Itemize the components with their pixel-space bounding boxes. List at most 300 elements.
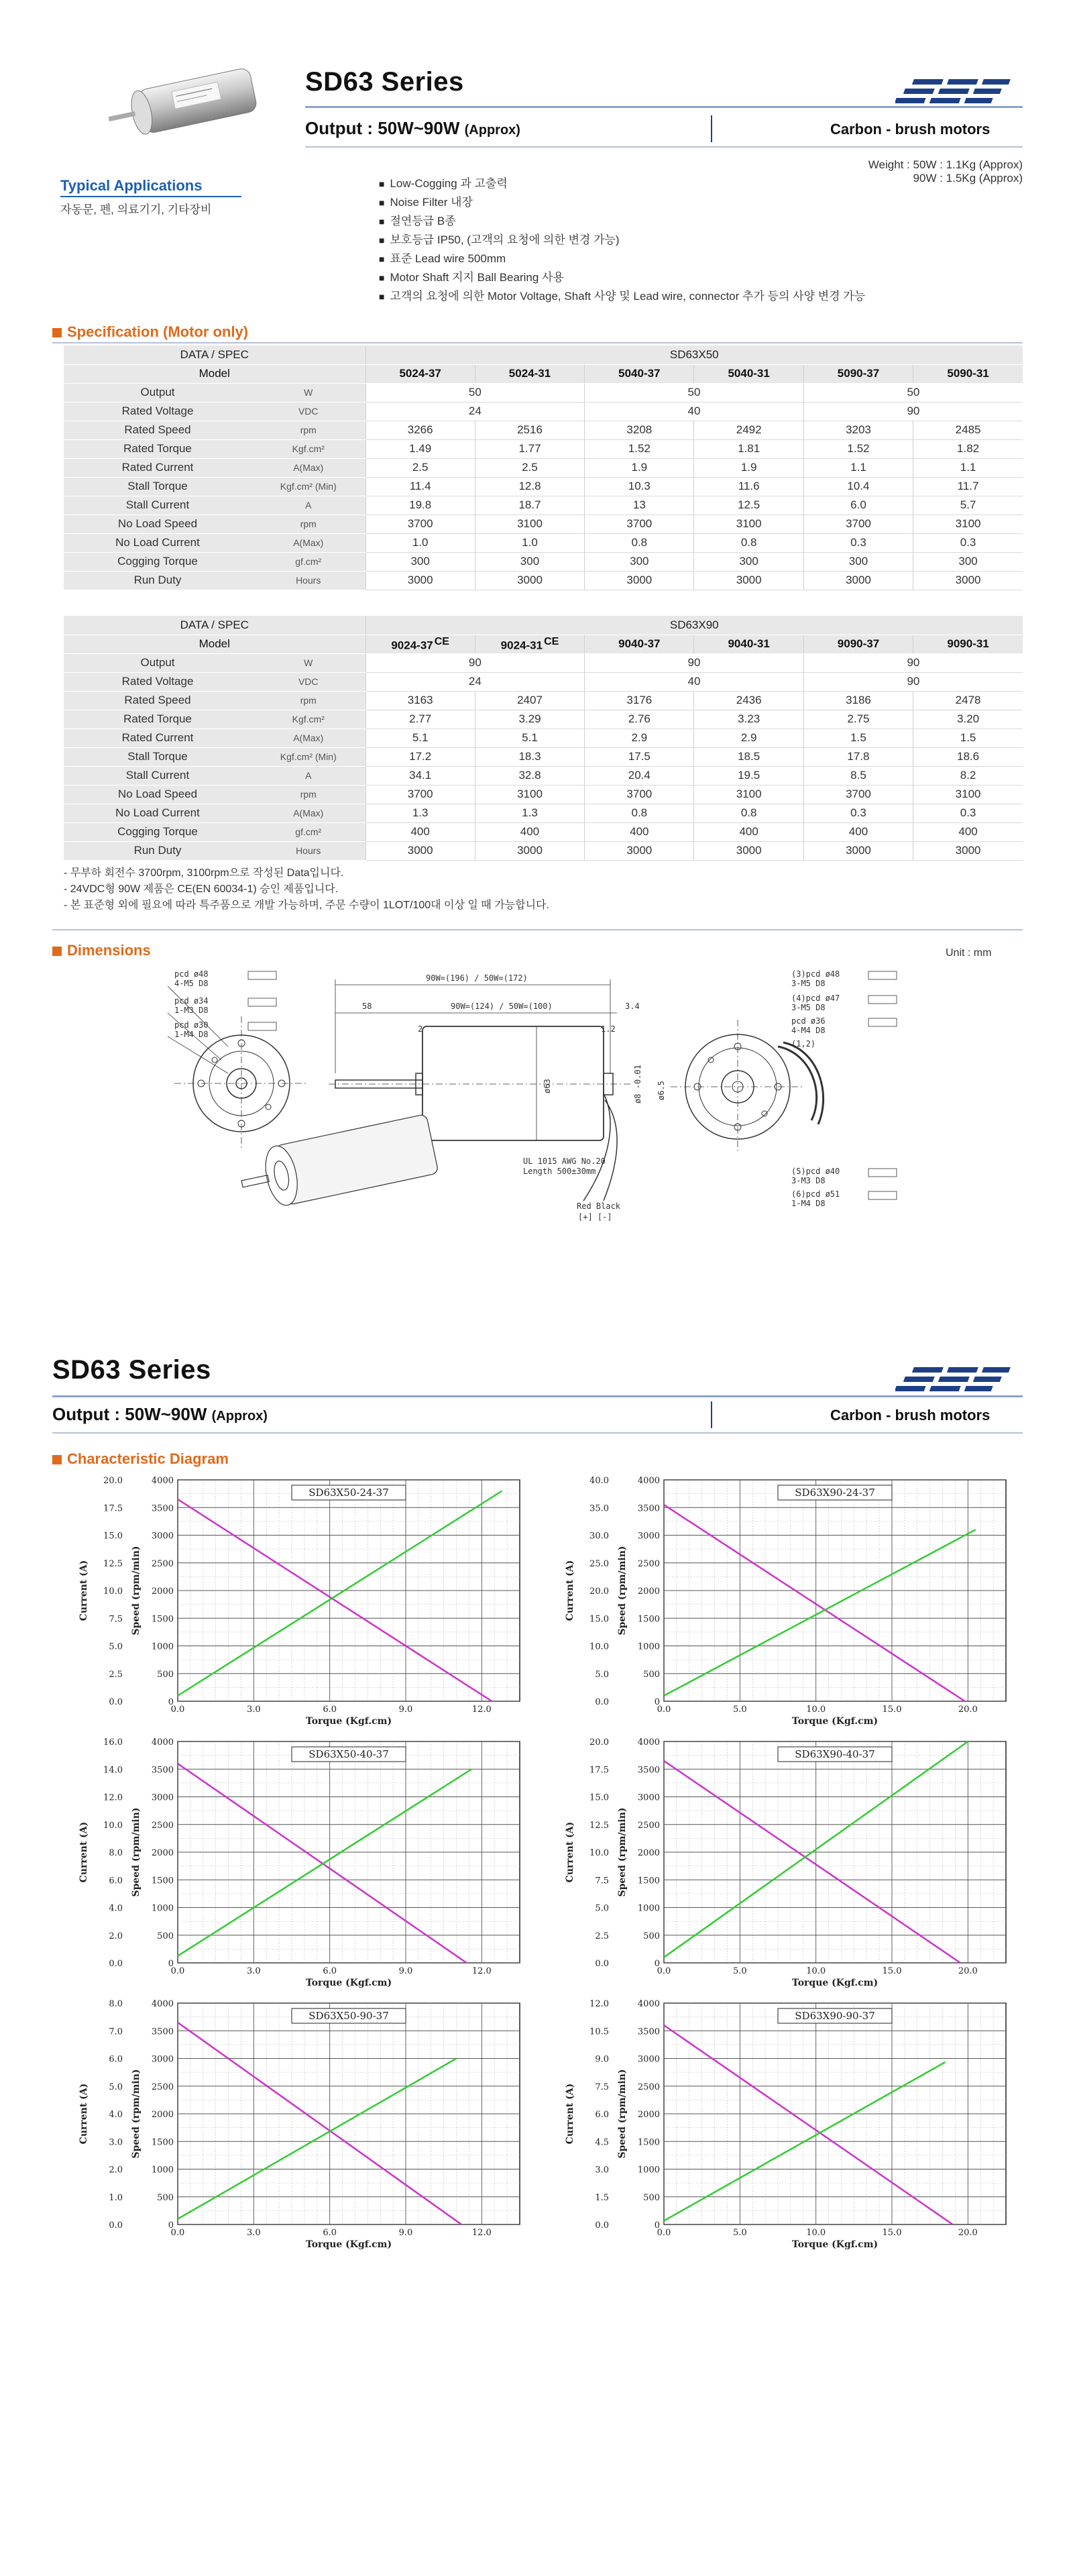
y2-tick-label: 2.0	[109, 1931, 123, 1941]
y-tick-label: 1500	[637, 2137, 660, 2148]
table-cell: 17.5	[585, 747, 694, 766]
table-cell: 3000	[365, 841, 475, 860]
row-unit: A(Max)	[251, 458, 365, 477]
table-cell: 1.9	[694, 458, 803, 477]
y-tick-label: 3500	[151, 1503, 174, 1514]
dim-label: 1-M4 D8	[174, 1030, 209, 1039]
typical-underline	[60, 196, 241, 197]
table-cell: 20.4	[585, 766, 694, 785]
dim-label: 3-M3 D8	[791, 1176, 826, 1185]
typical-applications-text: 자동문, 펜, 의료기기, 기타장비	[60, 203, 212, 216]
table-cell: 300	[913, 552, 1023, 571]
dim-dia-shaft: ø8 -0.01	[633, 1065, 642, 1104]
y-tick-label: 1000	[151, 1903, 174, 1914]
row-unit: A	[251, 766, 365, 785]
y2-tick-label: 12.0	[103, 1792, 123, 1803]
table-cell: 2407	[475, 691, 584, 710]
x-tick-label: 15.0	[882, 1705, 902, 1715]
y2-tick-label: 5.0	[595, 1669, 609, 1680]
y-tick-label: 4000	[151, 1999, 174, 2009]
table-cell: 400	[585, 822, 694, 841]
y-axis-label: Speed (rpm/min)	[131, 1807, 142, 1897]
row-unit: W	[251, 653, 365, 672]
table-cell: 2516	[475, 421, 584, 439]
model-cell: 9090-31	[913, 635, 1023, 653]
y2-tick-label: 35.0	[589, 1503, 609, 1514]
table-cell: 1.77	[475, 439, 584, 458]
y2-tick-label: 0.0	[109, 1697, 123, 1707]
page2-header-rule-bottom	[52, 1432, 1023, 1434]
row-label: No Load Current	[64, 804, 251, 822]
table-row	[64, 691, 1023, 710]
feature-item: ■ Motor Shaft 지지 Ball Bearing 사용	[379, 268, 865, 287]
dim-12: 1.2	[601, 1024, 616, 1034]
y-tick-label: 500	[643, 2192, 660, 2203]
dim-body-length: 90W=(124) / 50W=(100)	[451, 1002, 553, 1011]
model-cell: 5090-37	[803, 364, 913, 383]
table-cell: 300	[803, 552, 913, 571]
dim-label: 3-M5 D8	[791, 1003, 826, 1012]
table-cell: 3163	[365, 691, 475, 710]
model-cell	[475, 635, 584, 653]
x-tick-label: 0.0	[657, 1705, 671, 1715]
table-row	[64, 653, 1023, 672]
y-tick-label: 500	[643, 1669, 660, 1680]
chart-title: SD63X50-90-37	[308, 2010, 389, 2022]
table-cell: 90	[585, 653, 804, 672]
model-label: Model	[64, 364, 365, 383]
y-tick-label: 4000	[151, 1737, 174, 1748]
dim-58: 58	[362, 1002, 372, 1011]
x-tick-label: 3.0	[246, 1966, 261, 1976]
row-unit: VDC	[251, 672, 365, 691]
table-cell: 18.6	[913, 747, 1023, 766]
table-cell: 1.0	[475, 533, 584, 552]
table-cell: 90	[803, 402, 1023, 421]
table-cell: 300	[365, 552, 475, 571]
table-row	[64, 421, 1023, 439]
row-label: Stall Current	[64, 766, 251, 785]
table-cell: 2485	[913, 421, 1023, 439]
dim-label: (4)pcd ø47	[791, 994, 840, 1003]
dim-label: (6)pcd ø51	[791, 1189, 840, 1199]
table-cell: 0.3	[913, 533, 1023, 552]
motor-photo	[101, 66, 188, 133]
table-cell: 2.77	[365, 710, 475, 729]
table-cell: 3700	[803, 785, 913, 804]
y2-tick-label: 20.0	[103, 1476, 123, 1486]
table-cell: 1.1	[913, 458, 1023, 477]
y2-axis-label: Current (A)	[78, 1560, 89, 1621]
y-tick-label: 500	[643, 1931, 660, 1941]
lead-wire-spec: UL 1015 AWG No.20	[523, 1157, 606, 1166]
table-cell: 5.1	[365, 729, 475, 747]
dim-label: 4-M5 D8	[174, 979, 209, 988]
x-tick-label: 0.0	[170, 1705, 185, 1715]
table-cell: 0.3	[803, 533, 913, 552]
chart-title: SD63X50-40-37	[308, 1748, 389, 1760]
table-row	[64, 477, 1023, 496]
table-cell: 0.8	[585, 533, 694, 552]
y-tick-label: 3000	[637, 1531, 660, 1542]
y-tick-label: 2500	[151, 1820, 174, 1831]
weight-50w: Weight : 50W : 1.1Kg (Approx)	[868, 158, 1023, 171]
y-tick-label: 1000	[637, 1642, 660, 1652]
dim-dia-3: ø6.5	[657, 1081, 666, 1100]
y2-tick-label: 7.5	[595, 1876, 609, 1886]
y2-tick-label: 4.0	[109, 1903, 123, 1914]
x-axis-label: Torque (Kgf.cm)	[305, 1716, 392, 1727]
feature-item: ■ 절연등급 B종	[379, 212, 865, 231]
x-tick-label: 12.0	[471, 2228, 492, 2238]
y-tick-label: 2500	[151, 2082, 174, 2092]
table-cell: 400	[803, 822, 913, 841]
notes-rule	[52, 929, 1023, 930]
table-cell: 3700	[365, 515, 475, 533]
page2-motor-type: Carbon - brush motors	[830, 1407, 991, 1424]
y-tick-label: 3000	[151, 1531, 174, 1542]
y2-tick-label: 2.5	[595, 1931, 609, 1941]
model-label: Model	[64, 635, 365, 653]
y-tick-label: 500	[157, 1931, 174, 1941]
table-cell: 3700	[803, 515, 913, 533]
note-line: - 본 표준형 외에 필요에 따라 특주품으로 개발 가능하며, 주문 수량이 1LOT/100대 이상 일 때 가능합니다.	[64, 900, 549, 911]
table-cell: 3000	[694, 841, 803, 860]
y-tick-label: 2000	[151, 2110, 174, 2120]
row-label: Output	[64, 653, 251, 672]
spec-table-sd63x90	[64, 616, 1023, 861]
y-axis-label: Speed (rpm/min)	[617, 2069, 628, 2159]
row-label: Rated Torque	[64, 439, 251, 458]
x-axis-label: Torque (Kgf.cm)	[305, 1978, 392, 1988]
table-row	[64, 496, 1023, 515]
row-label: Rated Voltage	[64, 672, 251, 691]
y2-tick-label: 4.5	[595, 2137, 609, 2148]
table-cell: 5.1	[475, 729, 584, 747]
table-row	[64, 458, 1023, 477]
table-cell: 1.3	[365, 804, 475, 822]
output-rating	[305, 118, 520, 139]
y-tick-label: 0	[168, 2220, 174, 2231]
y2-tick-label: 0.0	[595, 1697, 609, 1707]
table-cell: 1.49	[365, 439, 475, 458]
y-tick-label: 2000	[637, 2110, 660, 2120]
dim-dia-63: ø63	[543, 1079, 552, 1093]
y2-tick-label: 10.0	[589, 1848, 609, 1858]
row-label: Rated Voltage	[64, 402, 251, 421]
y-tick-label: 4000	[637, 1737, 660, 1748]
row-unit: A(Max)	[251, 729, 365, 747]
unit-label: Unit : mm	[946, 947, 992, 959]
table-cell: 3100	[694, 515, 803, 533]
dim-label: 1-M3 D8	[174, 1006, 209, 1015]
table-cell: 3700	[585, 785, 694, 804]
chart-sd63x50-90-37	[77, 1998, 533, 2266]
group-header: SD63X90	[365, 616, 1023, 635]
table-cell: 3100	[913, 785, 1023, 804]
table-cell: 3000	[803, 571, 913, 590]
page2-header-rule	[52, 1395, 1023, 1397]
table-row	[64, 383, 1023, 402]
y2-tick-label: 5.0	[109, 2082, 123, 2092]
spec-table-sd63x50	[64, 345, 1023, 590]
y-tick-label: 4000	[151, 1476, 174, 1486]
table-cell: 3100	[694, 785, 803, 804]
y2-tick-label: 0.0	[109, 1959, 123, 1969]
y-tick-label: 0	[168, 1697, 174, 1707]
y-axis-label: Speed (rpm/min)	[617, 1546, 628, 1635]
group-header: SD63X50	[365, 345, 1023, 364]
y2-tick-label: 8.0	[109, 1848, 123, 1858]
row-label: Stall Torque	[64, 477, 251, 496]
y2-tick-label: 10.5	[589, 2027, 609, 2037]
table-cell: 2436	[694, 691, 803, 710]
table-cell: 400	[475, 822, 584, 841]
x-tick-label: 6.0	[323, 1705, 337, 1715]
x-tick-label: 10.0	[806, 2228, 826, 2238]
y2-tick-label: 2.0	[109, 2165, 123, 2176]
y2-tick-label: 5.0	[109, 1642, 123, 1652]
x-tick-label: 15.0	[882, 2228, 902, 2238]
row-unit: rpm	[251, 691, 365, 710]
table-cell: 18.7	[475, 496, 584, 515]
row-unit: Kgf.cm²	[251, 710, 365, 729]
y-tick-label: 2000	[637, 1587, 660, 1597]
x-tick-label: 20.0	[958, 1705, 978, 1715]
row-label: Rated Speed	[64, 691, 251, 710]
table-cell: 3.20	[913, 710, 1023, 729]
row-unit: Kgf.cm²	[251, 439, 365, 458]
spec-section-title: Specification (Motor only)	[52, 323, 248, 341]
table-cell: 2.76	[585, 710, 694, 729]
ce-mark: CE	[544, 635, 559, 647]
y2-tick-label: 20.0	[589, 1737, 609, 1748]
model-cell: 9090-37	[803, 635, 913, 653]
dim-label: 3-M5 D8	[791, 979, 826, 988]
y-tick-label: 1500	[151, 1614, 174, 1625]
y2-tick-label: 9.0	[595, 2054, 609, 2065]
row-unit: gf.cm²	[251, 822, 365, 841]
table-cell: 17.8	[803, 747, 913, 766]
row-unit: A	[251, 496, 365, 515]
row-label: No Load Current	[64, 533, 251, 552]
table-cell: 19.8	[365, 496, 475, 515]
table-cell: 2.5	[475, 458, 584, 477]
header-divider	[711, 115, 712, 142]
y2-axis-label: Current (A)	[565, 2083, 575, 2145]
dim-label: pcd ø34	[174, 996, 209, 1006]
row-label: Rated Current	[64, 729, 251, 747]
header-rule	[305, 106, 1023, 108]
chart-sd63x50-24-37	[77, 1474, 533, 1743]
model-cell	[365, 635, 475, 653]
x-axis-label: Torque (Kgf.cm)	[791, 1716, 879, 1727]
data-spec-header: DATA / SPEC	[64, 616, 365, 635]
y-tick-label: 1500	[637, 1614, 660, 1625]
y2-tick-label: 5.0	[595, 1903, 609, 1914]
table-cell: 3100	[913, 515, 1023, 533]
row-label: Stall Current	[64, 496, 251, 515]
y-tick-label: 1500	[637, 1876, 660, 1886]
row-unit: Kgf.cm² (Min)	[251, 747, 365, 766]
table-row	[64, 729, 1023, 747]
model-cell: 5024-31	[475, 364, 584, 383]
table-cell: 90	[803, 672, 1023, 691]
table-cell: 2478	[913, 691, 1023, 710]
y2-tick-label: 1.0	[109, 2192, 123, 2203]
model-cell: 9040-31	[694, 635, 803, 653]
x-tick-label: 9.0	[398, 2228, 413, 2238]
model-cell: 5024-37	[365, 364, 475, 383]
y-tick-label: 1000	[151, 1642, 174, 1652]
row-label: Rated Torque	[64, 710, 251, 729]
table-cell: 3000	[585, 571, 694, 590]
table-row	[64, 822, 1023, 841]
table-cell: 34.1	[365, 766, 475, 785]
row-label: Cogging Torque	[64, 552, 251, 571]
table-cell: 6.0	[803, 496, 913, 515]
x-tick-label: 10.0	[806, 1705, 826, 1715]
x-tick-label: 9.0	[398, 1966, 413, 1976]
table-cell: 1.52	[803, 439, 913, 458]
feature-item: ■ 보호등급 IP50, (고객의 요청에 의한 변경 가능)	[379, 231, 865, 250]
table-cell: 3266	[365, 421, 475, 439]
row-unit: Hours	[251, 571, 365, 590]
y2-tick-label: 0.0	[595, 2220, 609, 2231]
y-tick-label: 2500	[637, 1820, 660, 1831]
note-line: - 무부하 회전수 3700rpm, 3100rpm으로 작성된 Data입니다.	[64, 867, 344, 879]
table-cell: 3000	[475, 841, 584, 860]
y-tick-label: 3500	[151, 1765, 174, 1776]
table-cell: 2492	[694, 421, 803, 439]
table-cell: 2.9	[585, 729, 694, 747]
y2-tick-label: 2.5	[109, 1669, 123, 1680]
y-tick-label: 1000	[637, 1903, 660, 1914]
y-tick-label: 3000	[151, 1792, 174, 1803]
y-tick-label: 0	[654, 1959, 660, 1969]
x-tick-label: 3.0	[246, 2228, 261, 2238]
x-tick-label: 3.0	[246, 1705, 261, 1715]
y2-tick-label: 30.0	[589, 1531, 609, 1542]
chart-title: SD63X50-24-37	[308, 1487, 389, 1499]
table-cell: 32.8	[475, 766, 584, 785]
x-tick-label: 0.0	[657, 1966, 671, 1976]
table-cell: 0.8	[694, 804, 803, 822]
table-row	[64, 804, 1023, 822]
feature-item: ■ Low-Cogging 과 고출력	[379, 174, 865, 193]
spec-rule	[52, 342, 1023, 343]
y2-tick-label: 6.0	[595, 2110, 609, 2120]
chart-title: SD63X90-24-37	[795, 1487, 875, 1499]
table-cell: 1.81	[694, 439, 803, 458]
x-tick-label: 6.0	[323, 2228, 337, 2238]
model-cell: 5040-37	[585, 364, 694, 383]
y-tick-label: 2500	[637, 1558, 660, 1569]
table-cell: 11.4	[365, 477, 475, 496]
weight-90w: 90W : 1.5Kg (Approx)	[913, 172, 1023, 184]
y-tick-label: 2500	[637, 2082, 660, 2092]
table-row	[64, 533, 1023, 552]
page2-title: SD63 Series	[52, 1355, 211, 1385]
table-cell: 24	[365, 402, 585, 421]
row-unit: Kgf.cm² (Min)	[251, 477, 365, 496]
y-tick-label: 3500	[637, 2027, 660, 2037]
table-cell: 3100	[475, 515, 584, 533]
table-cell: 1.0	[365, 533, 475, 552]
row-unit: A(Max)	[251, 804, 365, 822]
table-cell: 1.5	[913, 729, 1023, 747]
table-row	[64, 710, 1023, 729]
y2-axis-label: Current (A)	[78, 1821, 89, 1883]
table-cell: 10.3	[585, 477, 694, 496]
y2-tick-label: 15.0	[103, 1531, 123, 1542]
table-cell: 11.7	[913, 477, 1023, 496]
dim-label: 1-M4 D8	[791, 1199, 826, 1208]
row-unit: A(Max)	[251, 533, 365, 552]
table-cell: 3000	[913, 841, 1023, 860]
y2-tick-label: 8.0	[109, 1999, 123, 2009]
y-tick-label: 1000	[151, 2165, 174, 2176]
table-cell: 3.29	[475, 710, 584, 729]
table-cell: 300	[475, 552, 584, 571]
chart-sd63x90-40-37	[563, 1736, 1019, 2004]
table-cell: 3176	[585, 691, 694, 710]
table-cell: 3000	[475, 571, 584, 590]
y2-tick-label: 17.5	[589, 1765, 609, 1776]
table-cell: 50	[803, 383, 1023, 402]
y-tick-label: 3000	[637, 2054, 660, 2065]
table-cell: 50	[585, 383, 804, 402]
table-cell: 3000	[913, 571, 1023, 590]
x-tick-label: 0.0	[657, 2228, 671, 2238]
table-row	[64, 571, 1023, 590]
table-row	[64, 515, 1023, 533]
table-cell: 0.8	[694, 533, 803, 552]
table-cell: 400	[694, 822, 803, 841]
row-unit: rpm	[251, 515, 365, 533]
x-tick-label: 0.0	[170, 2228, 185, 2238]
row-label: Rated Current	[64, 458, 251, 477]
x-tick-label: 20.0	[958, 1966, 978, 1976]
dimensions-section-title: Dimensions	[52, 942, 151, 959]
model-cell: 9040-37	[585, 635, 694, 653]
row-unit: rpm	[251, 785, 365, 804]
y-tick-label: 3000	[151, 2054, 174, 2065]
y2-tick-label: 3.0	[595, 2165, 609, 2176]
model-cell: 5040-31	[694, 364, 803, 383]
table-cell: 0.8	[585, 804, 694, 822]
data-spec-header: DATA / SPEC	[64, 345, 365, 364]
typical-applications-title: Typical Applications	[60, 177, 203, 194]
y2-tick-label: 20.0	[589, 1587, 609, 1597]
table-cell: 8.5	[803, 766, 913, 785]
y2-tick-label: 15.0	[589, 1792, 609, 1803]
header-rule-bottom	[305, 146, 1023, 148]
x-tick-label: 9.0	[398, 1705, 413, 1715]
lead-wire-length: Length 500±30mm	[523, 1167, 596, 1176]
page2-header-divider	[711, 1401, 712, 1428]
dimension-drawing	[148, 959, 919, 1254]
page2-output-rating	[52, 1404, 268, 1425]
table-row	[64, 766, 1023, 785]
row-label: No Load Speed	[64, 515, 251, 533]
y2-tick-label: 7.5	[109, 1614, 123, 1625]
model-name: 9024-31	[500, 639, 543, 652]
x-axis-label: Torque (Kgf.cm)	[791, 1978, 879, 1988]
table-cell: 3100	[475, 785, 584, 804]
y2-tick-label: 12.5	[103, 1558, 123, 1569]
table-cell: 11.6	[694, 477, 803, 496]
